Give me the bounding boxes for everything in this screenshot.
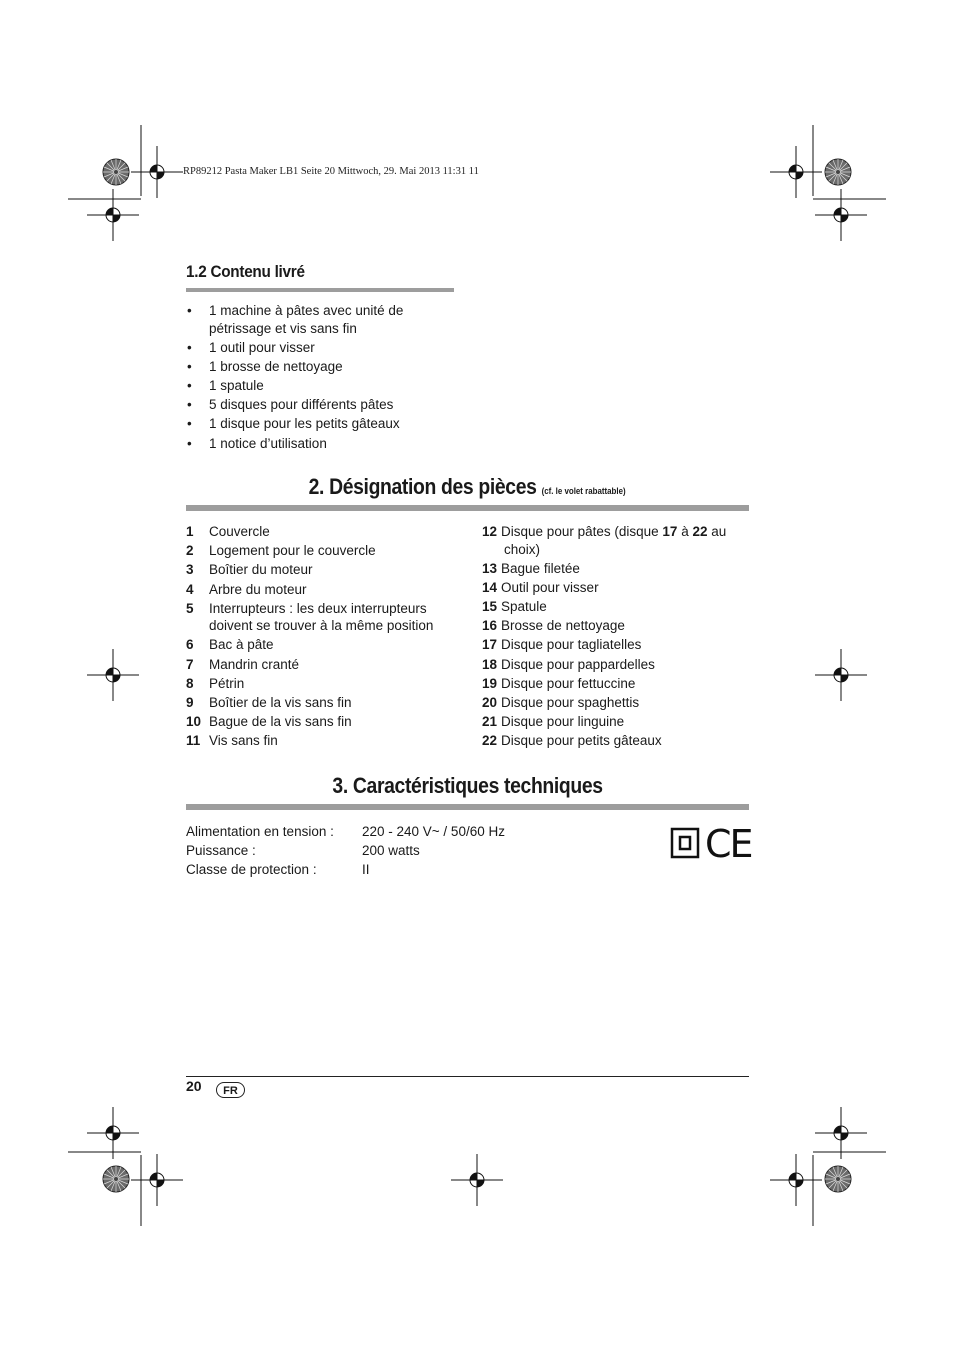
section-2-subtitle: (cf. le volet rabattable): [541, 486, 627, 496]
color-rose-mark: [103, 159, 129, 185]
spec-row: Puissance : 200 watts: [186, 843, 420, 858]
part-row: 22 Disque pour petits gâteaux: [482, 733, 662, 749]
part-row: 11 Vis sans fin: [186, 733, 278, 749]
list-item: • 1 spatule: [186, 377, 466, 395]
footer-rule: [186, 1076, 749, 1077]
list-item: • 1 brosse de nettoyage: [186, 358, 466, 376]
part-row: 21 Disque pour linguine: [482, 714, 625, 730]
contents-list: [186, 302, 466, 454]
section-2-title: [186, 474, 749, 500]
ce-mark-icon: CE: [705, 822, 752, 866]
part-row: 4 Arbre du moteur: [186, 581, 307, 597]
print-slug: RP89212 Pasta Maker LB1 Seite 20 Mittwoch, 29. Mai 2013 11:31 11: [183, 166, 479, 177]
part-row: 9 Boîtier de la vis sans fin: [186, 695, 352, 710]
list-item: • 1 machine à pâtes avec unité de pétrissage et vis sans fin: [186, 302, 466, 337]
color-rose-mark: [103, 1166, 129, 1192]
part-row: 8 Pétrin: [186, 675, 245, 691]
part-row: 3 Boîtier du moteur: [186, 562, 313, 578]
part-row: 18 Disque pour pappardelles: [482, 656, 655, 672]
part-row: 5 Interrupteurs : les deux interrupteurs doivent se trouver à la même position: [186, 600, 434, 634]
section-3-title: 3. Caractéristiques techniques: [332, 773, 603, 798]
part-row: 14 Outil pour visser: [482, 579, 599, 595]
part-row: 10 Bague de la vis sans fin: [186, 714, 352, 730]
spec-row: Classe de protection : II: [186, 862, 370, 877]
part-row: 19 Disque pour fettuccine: [482, 675, 636, 691]
spec-table: [186, 822, 606, 879]
part-row: 16 Brosse de nettoyage: [482, 618, 625, 634]
list-item: • 1 outil pour visser: [186, 339, 466, 357]
part-row: 7 Mandrin cranté: [186, 656, 300, 672]
part-row: 12 Disque pour pâtes (disque 17 à 22 au choix): [482, 524, 727, 557]
part-row: 15 Spatule: [482, 599, 547, 615]
part-row: 20 Disque pour spaghettis: [482, 695, 640, 710]
list-item: • 1 notice d’utilisation: [186, 435, 466, 453]
section-3-rule: [186, 804, 749, 810]
section-1-2-rule: [186, 288, 454, 292]
section-2-heading: 2. Désignation des pièces: [308, 474, 537, 499]
color-rose-mark: [825, 159, 851, 185]
color-rose-mark: [825, 1166, 851, 1192]
list-item: • 5 disques pour différents pâtes: [186, 396, 466, 414]
page-number: 20: [186, 1078, 202, 1094]
part-row: 1 Couvercle: [186, 524, 270, 539]
spec-row: Alimentation en tension : 220 - 240 V~ / 50/60 Hz: [186, 824, 505, 839]
part-row: 2 Logement pour le couvercle: [186, 543, 376, 559]
language-badge: FR: [216, 1082, 245, 1098]
section-2-rule: [186, 505, 749, 511]
part-row: 6 Bac à pâte: [186, 637, 274, 653]
list-item: • 1 disque pour les petits gâteaux: [186, 415, 466, 433]
parts-list-right: [482, 523, 750, 752]
part-row: 17 Disque pour tagliatelles: [482, 637, 642, 653]
section-1-2-title: 1.2 Contenu livré: [186, 262, 305, 281]
parts-list-left: [186, 523, 466, 752]
part-row: 13 Bague filetée: [482, 560, 580, 576]
